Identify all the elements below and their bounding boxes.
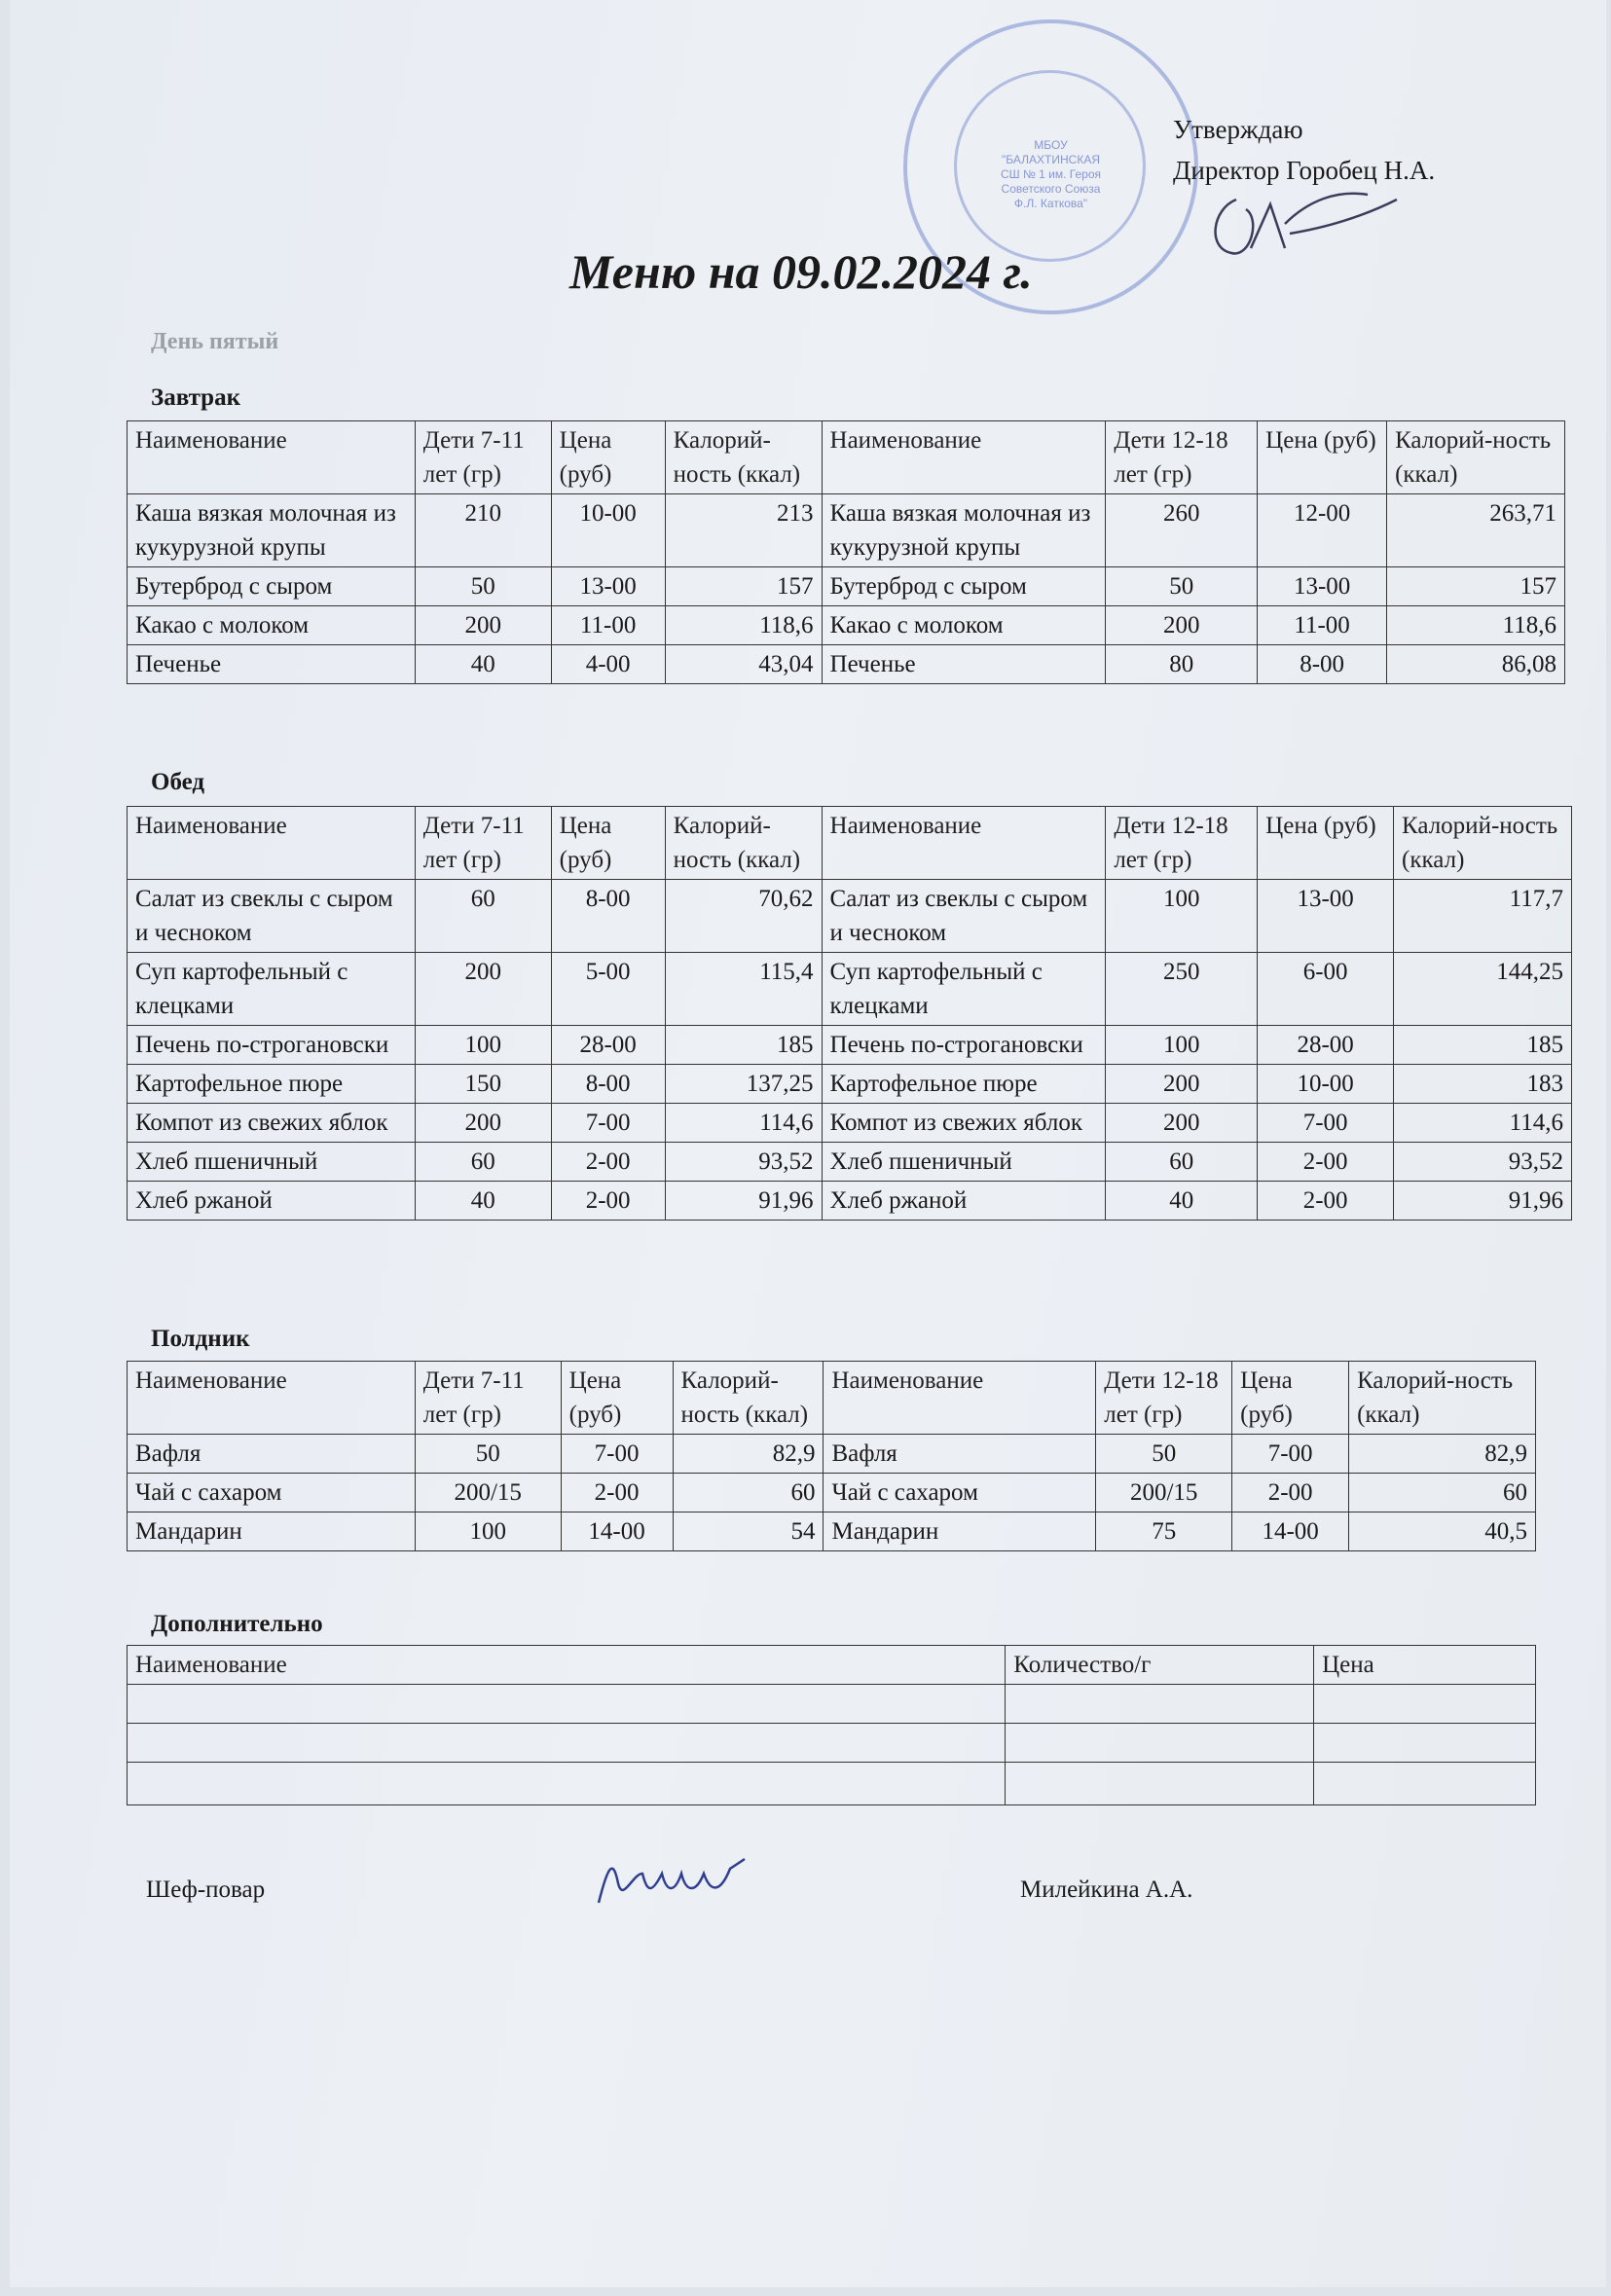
value-cell: 91,96 — [665, 1182, 822, 1221]
extra-header-row — [128, 1646, 1536, 1685]
column-header: Наименование — [128, 421, 416, 494]
table-row — [128, 1435, 1536, 1474]
value-cell: 4-00 — [551, 645, 665, 684]
approval-block — [1173, 109, 1435, 191]
value-cell: 157 — [1387, 567, 1565, 606]
lunch-header-row — [128, 807, 1572, 880]
approval-line-1: Утверждаю — [1173, 115, 1303, 144]
value-cell: 114,6 — [1394, 1104, 1572, 1143]
value-cell: 60 — [1106, 1143, 1258, 1182]
chef-name: Милейкина А.А. — [1020, 1877, 1193, 1903]
document-sheet — [10, 0, 1606, 2287]
value-cell: 28-00 — [551, 1026, 665, 1065]
extra-empty-row — [128, 1763, 1536, 1805]
section-extra-title: Дополнительно — [151, 1611, 323, 1637]
value-cell: 75 — [1096, 1512, 1232, 1551]
value-cell: 200 — [415, 1104, 551, 1143]
value-cell: 93,52 — [665, 1143, 822, 1182]
value-cell: 7-00 — [561, 1435, 673, 1474]
seal-text: МБОУ "БАЛАХТИНСКАЯ СШ № 1 им. Героя Советского Союза Ф.Л. Каткова" — [1000, 138, 1102, 210]
column-header: Дети 12-18 лет (гр) — [1106, 421, 1258, 494]
value-cell: 82,9 — [673, 1435, 824, 1474]
value-cell: 200 — [415, 953, 551, 1026]
dish-name-cell: Какао с молоком — [822, 606, 1106, 645]
dish-name-cell: Чай с сахаром — [824, 1474, 1096, 1512]
dish-name-cell: Хлеб пшеничный — [128, 1143, 416, 1182]
dish-name-cell: Печень по-строгановски — [128, 1026, 416, 1065]
value-cell: 2-00 — [561, 1474, 673, 1512]
column-header: Наименование — [822, 421, 1106, 494]
value-cell: 13-00 — [1258, 567, 1387, 606]
director-signature — [1192, 180, 1407, 277]
value-cell: 12-00 — [1258, 494, 1387, 567]
value-cell: 200/15 — [1096, 1474, 1232, 1512]
value-cell: 13-00 — [551, 567, 665, 606]
day-label: День пятый — [151, 329, 279, 354]
value-cell: 7-00 — [1258, 1104, 1394, 1143]
value-cell: 13-00 — [1258, 880, 1394, 953]
value-cell: 2-00 — [1232, 1474, 1349, 1512]
value-cell: 40 — [415, 1182, 551, 1221]
table-row — [128, 1512, 1536, 1551]
dish-name-cell: Каша вязкая молочная из кукурузной крупы — [822, 494, 1106, 567]
page-title: Меню на 09.02.2024 г. — [569, 244, 1033, 299]
value-cell: 11-00 — [551, 606, 665, 645]
dish-name-cell: Картофельное пюре — [128, 1065, 416, 1104]
table-row — [128, 567, 1565, 606]
value-cell: 100 — [415, 1512, 561, 1551]
lunch-table — [127, 806, 1572, 1221]
value-cell: 70,62 — [665, 880, 822, 953]
dish-name-cell: Бутерброд с сыром — [822, 567, 1106, 606]
value-cell: 118,6 — [665, 606, 822, 645]
dish-name-cell: Каша вязкая молочная из кукурузной крупы — [128, 494, 416, 567]
value-cell: 260 — [1106, 494, 1258, 567]
column-header: Калорий-ность (ккал) — [665, 807, 822, 880]
extra-empty-row — [128, 1724, 1536, 1763]
dish-name-cell: Мандарин — [128, 1512, 416, 1551]
value-cell: 8-00 — [551, 1065, 665, 1104]
column-header: Дети 7-11 лет (гр) — [415, 1362, 561, 1435]
dish-name-cell: Чай с сахаром — [128, 1474, 416, 1512]
column-header: Цена (руб) — [1258, 421, 1387, 494]
table-row — [128, 880, 1572, 953]
dish-name-cell: Бутерброд с сыром — [128, 567, 416, 606]
dish-name-cell: Мандарин — [824, 1512, 1096, 1551]
breakfast-table — [127, 420, 1565, 684]
column-header: Цена (руб) — [551, 421, 665, 494]
approval-line-2: Директор Горобец Н.А. — [1173, 156, 1436, 185]
column-header: Дети 7-11 лет (гр) — [415, 807, 551, 880]
value-cell: 93,52 — [1394, 1143, 1572, 1182]
column-header: Калорий-ность (ккал) — [665, 421, 822, 494]
dish-name-cell: Вафля — [128, 1435, 416, 1474]
value-cell: 28-00 — [1258, 1026, 1394, 1065]
dish-name-cell: Вафля — [824, 1435, 1096, 1474]
table-row — [128, 606, 1565, 645]
dish-name-cell: Салат из свеклы с сыром и чесноком — [128, 880, 416, 953]
section-lunch-title: Обед — [151, 769, 205, 795]
chef-signature — [589, 1844, 754, 1917]
extra-table — [127, 1645, 1536, 1805]
column-header: Калорий-ность (ккал) — [673, 1362, 824, 1435]
value-cell: 137,25 — [665, 1065, 822, 1104]
section-breakfast-title: Завтрак — [151, 384, 240, 411]
value-cell: 60 — [415, 1143, 551, 1182]
value-cell: 10-00 — [1258, 1065, 1394, 1104]
dish-name-cell: Компот из свежих яблок — [128, 1104, 416, 1143]
dish-name-cell: Салат из свеклы с сыром и чесноком — [822, 880, 1106, 953]
value-cell: 86,08 — [1387, 645, 1565, 684]
table-row — [128, 953, 1572, 1026]
value-cell: 8-00 — [1258, 645, 1387, 684]
value-cell: 118,6 — [1387, 606, 1565, 645]
value-cell: 115,4 — [665, 953, 822, 1026]
dish-name-cell: Хлеб ржаной — [128, 1182, 416, 1221]
column-header: Калорий-ность (ккал) — [1387, 421, 1565, 494]
value-cell: 7-00 — [551, 1104, 665, 1143]
value-cell: 2-00 — [551, 1143, 665, 1182]
column-header: Наименование — [824, 1362, 1096, 1435]
value-cell: 91,96 — [1394, 1182, 1572, 1221]
column-header: Дети 7-11 лет (гр) — [415, 421, 551, 494]
table-row — [128, 1474, 1536, 1512]
value-cell: 14-00 — [561, 1512, 673, 1551]
value-cell: 40 — [415, 645, 551, 684]
table-row — [128, 1104, 1572, 1143]
extra-header-name: Наименование — [128, 1646, 1006, 1685]
value-cell: 250 — [1106, 953, 1258, 1026]
dish-name-cell: Картофельное пюре — [822, 1065, 1106, 1104]
column-header: Дети 12-18 лет (гр) — [1106, 807, 1258, 880]
extra-header-price: Цена — [1314, 1646, 1536, 1685]
value-cell: 200 — [1106, 606, 1258, 645]
column-header: Цена (руб) — [1258, 807, 1394, 880]
value-cell: 144,25 — [1394, 953, 1572, 1026]
table-row — [128, 645, 1565, 684]
value-cell: 200 — [1106, 1065, 1258, 1104]
extra-empty-row — [128, 1685, 1536, 1724]
dish-name-cell: Печенье — [822, 645, 1106, 684]
value-cell: 43,04 — [665, 645, 822, 684]
value-cell: 185 — [665, 1026, 822, 1065]
value-cell: 185 — [1394, 1026, 1572, 1065]
dish-name-cell: Суп картофельный с клецками — [128, 953, 416, 1026]
value-cell: 263,71 — [1387, 494, 1565, 567]
value-cell: 14-00 — [1232, 1512, 1349, 1551]
value-cell: 50 — [1096, 1435, 1232, 1474]
dish-name-cell: Компот из свежих яблок — [822, 1104, 1106, 1143]
value-cell: 8-00 — [551, 880, 665, 953]
dish-name-cell: Какао с молоком — [128, 606, 416, 645]
table-row — [128, 1026, 1572, 1065]
column-header: Калорий-ность (ккал) — [1394, 807, 1572, 880]
table-row — [128, 1065, 1572, 1104]
dish-name-cell: Хлеб ржаной — [822, 1182, 1106, 1221]
value-cell: 117,7 — [1394, 880, 1572, 953]
dish-name-cell: Печень по-строгановски — [822, 1026, 1106, 1065]
dish-name-cell: Хлеб пшеничный — [822, 1143, 1106, 1182]
breakfast-header-row — [128, 421, 1565, 494]
column-header: Цена (руб) — [551, 807, 665, 880]
extra-header-qty: Количество/г — [1006, 1646, 1314, 1685]
value-cell: 2-00 — [551, 1182, 665, 1221]
value-cell: 150 — [415, 1065, 551, 1104]
column-header: Цена (руб) — [1232, 1362, 1349, 1435]
chef-role: Шеф-повар — [146, 1877, 266, 1903]
snack-table — [127, 1361, 1536, 1551]
value-cell: 60 — [1349, 1474, 1536, 1512]
column-header: Цена (руб) — [561, 1362, 673, 1435]
value-cell: 100 — [415, 1026, 551, 1065]
value-cell: 10-00 — [551, 494, 665, 567]
table-row — [128, 1182, 1572, 1221]
value-cell: 50 — [415, 567, 551, 606]
table-row — [128, 1143, 1572, 1182]
value-cell: 60 — [415, 880, 551, 953]
value-cell: 200 — [1106, 1104, 1258, 1143]
value-cell: 114,6 — [665, 1104, 822, 1143]
value-cell: 200/15 — [415, 1474, 561, 1512]
value-cell: 80 — [1106, 645, 1258, 684]
snack-header-row — [128, 1362, 1536, 1435]
dish-name-cell: Печенье — [128, 645, 416, 684]
value-cell: 213 — [665, 494, 822, 567]
value-cell: 60 — [673, 1474, 824, 1512]
value-cell: 40,5 — [1349, 1512, 1536, 1551]
section-snack-title: Полдник — [151, 1326, 250, 1352]
column-header: Наименование — [128, 1362, 416, 1435]
value-cell: 40 — [1106, 1182, 1258, 1221]
value-cell: 2-00 — [1258, 1182, 1394, 1221]
column-header: Наименование — [128, 807, 416, 880]
dish-name-cell: Суп картофельный с клецками — [822, 953, 1106, 1026]
value-cell: 200 — [415, 606, 551, 645]
value-cell: 210 — [415, 494, 551, 567]
value-cell: 50 — [1106, 567, 1258, 606]
value-cell: 6-00 — [1258, 953, 1394, 1026]
table-row — [128, 494, 1565, 567]
column-header: Наименование — [822, 807, 1106, 880]
value-cell: 183 — [1394, 1065, 1572, 1104]
value-cell: 100 — [1106, 1026, 1258, 1065]
value-cell: 11-00 — [1258, 606, 1387, 645]
value-cell: 2-00 — [1258, 1143, 1394, 1182]
column-header: Дети 12-18 лет (гр) — [1096, 1362, 1232, 1435]
value-cell: 157 — [665, 567, 822, 606]
value-cell: 7-00 — [1232, 1435, 1349, 1474]
value-cell: 5-00 — [551, 953, 665, 1026]
value-cell: 50 — [415, 1435, 561, 1474]
column-header: Калорий-ность (ккал) — [1349, 1362, 1536, 1435]
value-cell: 82,9 — [1349, 1435, 1536, 1474]
value-cell: 54 — [673, 1512, 824, 1551]
value-cell: 100 — [1106, 880, 1258, 953]
